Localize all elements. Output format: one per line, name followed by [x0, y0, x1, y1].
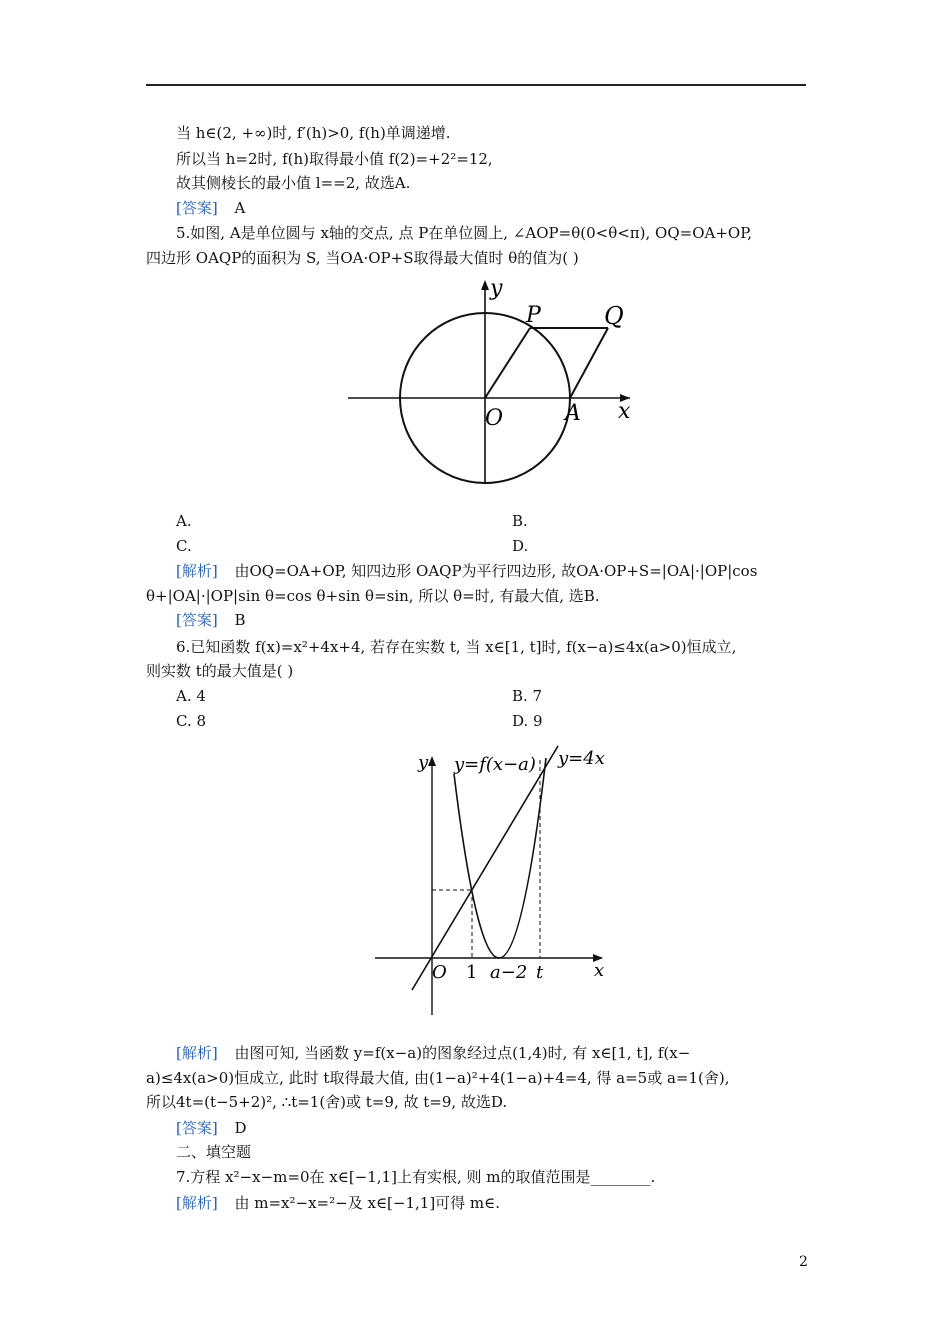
analysis-text: 由图可知, 当函数 y=f(x−a)的图象经过点(1,4)时, 有 x∈[1, t], f(x− [234, 1044, 691, 1062]
option-b: B. [512, 512, 528, 530]
label-o: O [432, 962, 447, 983]
header-rule [146, 84, 806, 86]
label-a-minus-2: a−2 [490, 962, 528, 983]
analysis-line: a)≤4x(a>0)恒成立, 此时 t取得最大值, 由(1−a)²+4(1−a)+4=4, 得 a=5或 a=1(舍), [146, 1069, 730, 1087]
answer-value: B [234, 611, 246, 629]
label-a: A [565, 401, 581, 426]
option-c: C. [176, 537, 192, 555]
analysis-text: 由 m=x²−x=²−及 x∈[−1,1]可得 m∈. [234, 1194, 501, 1212]
text-line: 当 h∈(2, +∞)时, f′(h)>0, f(h)单调递增. [176, 124, 451, 142]
answer-line [176, 197, 846, 219]
analysis-line: θ+|OA|·|OP|sin θ=cos θ+sin θ=sin, 所以 θ=时, 有最大值, 选B. [146, 587, 600, 605]
analysis-line [176, 1042, 846, 1064]
line-label: y=4x [558, 748, 605, 769]
label-q: Q [604, 302, 624, 330]
label-p: P [526, 303, 541, 328]
answer-line [176, 1117, 846, 1139]
label-t: t [536, 962, 544, 983]
y-axis-arrow [481, 280, 489, 290]
label-y: y [418, 752, 429, 773]
y-axis-arrow [428, 756, 436, 766]
option-d: D. [512, 537, 529, 555]
answer-line [176, 609, 846, 631]
analysis-text: 由OQ=OA+OP, 知四边形 OAQP为平行四边形, 故OA·OP+S=|OA|·|OP|cos [234, 562, 758, 580]
segment-op [485, 328, 530, 398]
answer-tag: [答案] [176, 1119, 218, 1137]
analysis-tag: [解析] [176, 562, 218, 580]
answer-tag: [答案] [176, 611, 218, 629]
section-heading: 二、填空题 [176, 1143, 252, 1161]
option-b: B. 7 [512, 687, 543, 705]
option-d: D. 9 [512, 712, 543, 730]
label-o: O [485, 406, 504, 431]
answer-value: D [234, 1119, 247, 1137]
label-x: x [594, 960, 605, 981]
analysis-tag: [解析] [176, 1044, 218, 1062]
question-line: 四边形 OAQP的面积为 S, 当OA·OP+S取得最大值时 θ的值为( ) [146, 249, 579, 267]
unit-circle-figure [340, 270, 650, 490]
text-line: 故其侧棱长的最小值 l==2, 故选A. [176, 174, 411, 192]
page-number: 2 [799, 1254, 808, 1270]
option-c: C. 8 [176, 712, 207, 730]
analysis-tag: [解析] [176, 1194, 218, 1212]
analysis-line [176, 560, 846, 582]
answer-tag: [答案] [176, 199, 218, 217]
question-line: 7.方程 x²−x−m=0在 x∈[−1,1]上有实根, 则 m的取值范围是________. [176, 1168, 656, 1186]
label-1: 1 [466, 962, 478, 983]
label-x: x [618, 399, 631, 424]
label-y: y [490, 276, 503, 301]
text-line: 所以当 h=2时, f(h)取得最小值 f(2)=+2²=12, [176, 150, 493, 168]
option-a: A. 4 [176, 687, 206, 705]
question-line: 则实数 t的最大值是( ) [146, 662, 294, 680]
segment-qa [570, 328, 608, 398]
curve-label: y=f(x−a) [454, 754, 536, 775]
question-line: 5.如图, A是单位圆与 x轴的交点, 点 P在单位圆上, ∠AOP=θ(0<θ<π), OQ=OA+OP, [176, 224, 753, 242]
line-4x [412, 746, 558, 990]
option-a: A. [176, 512, 192, 530]
question-line: 6.已知函数 f(x)=x²+4x+4, 若存在实数 t, 当 x∈[1, t]时, f(x−a)≤4x(a>0)恒成立, [176, 638, 737, 656]
analysis-line: 所以4t=(t−5+2)², ∴t=1(舍)或 t=9, 故 t=9, 故选D. [146, 1093, 508, 1111]
analysis-line [176, 1192, 846, 1214]
answer-value: A [234, 199, 246, 217]
parabola-figure [370, 740, 620, 1020]
